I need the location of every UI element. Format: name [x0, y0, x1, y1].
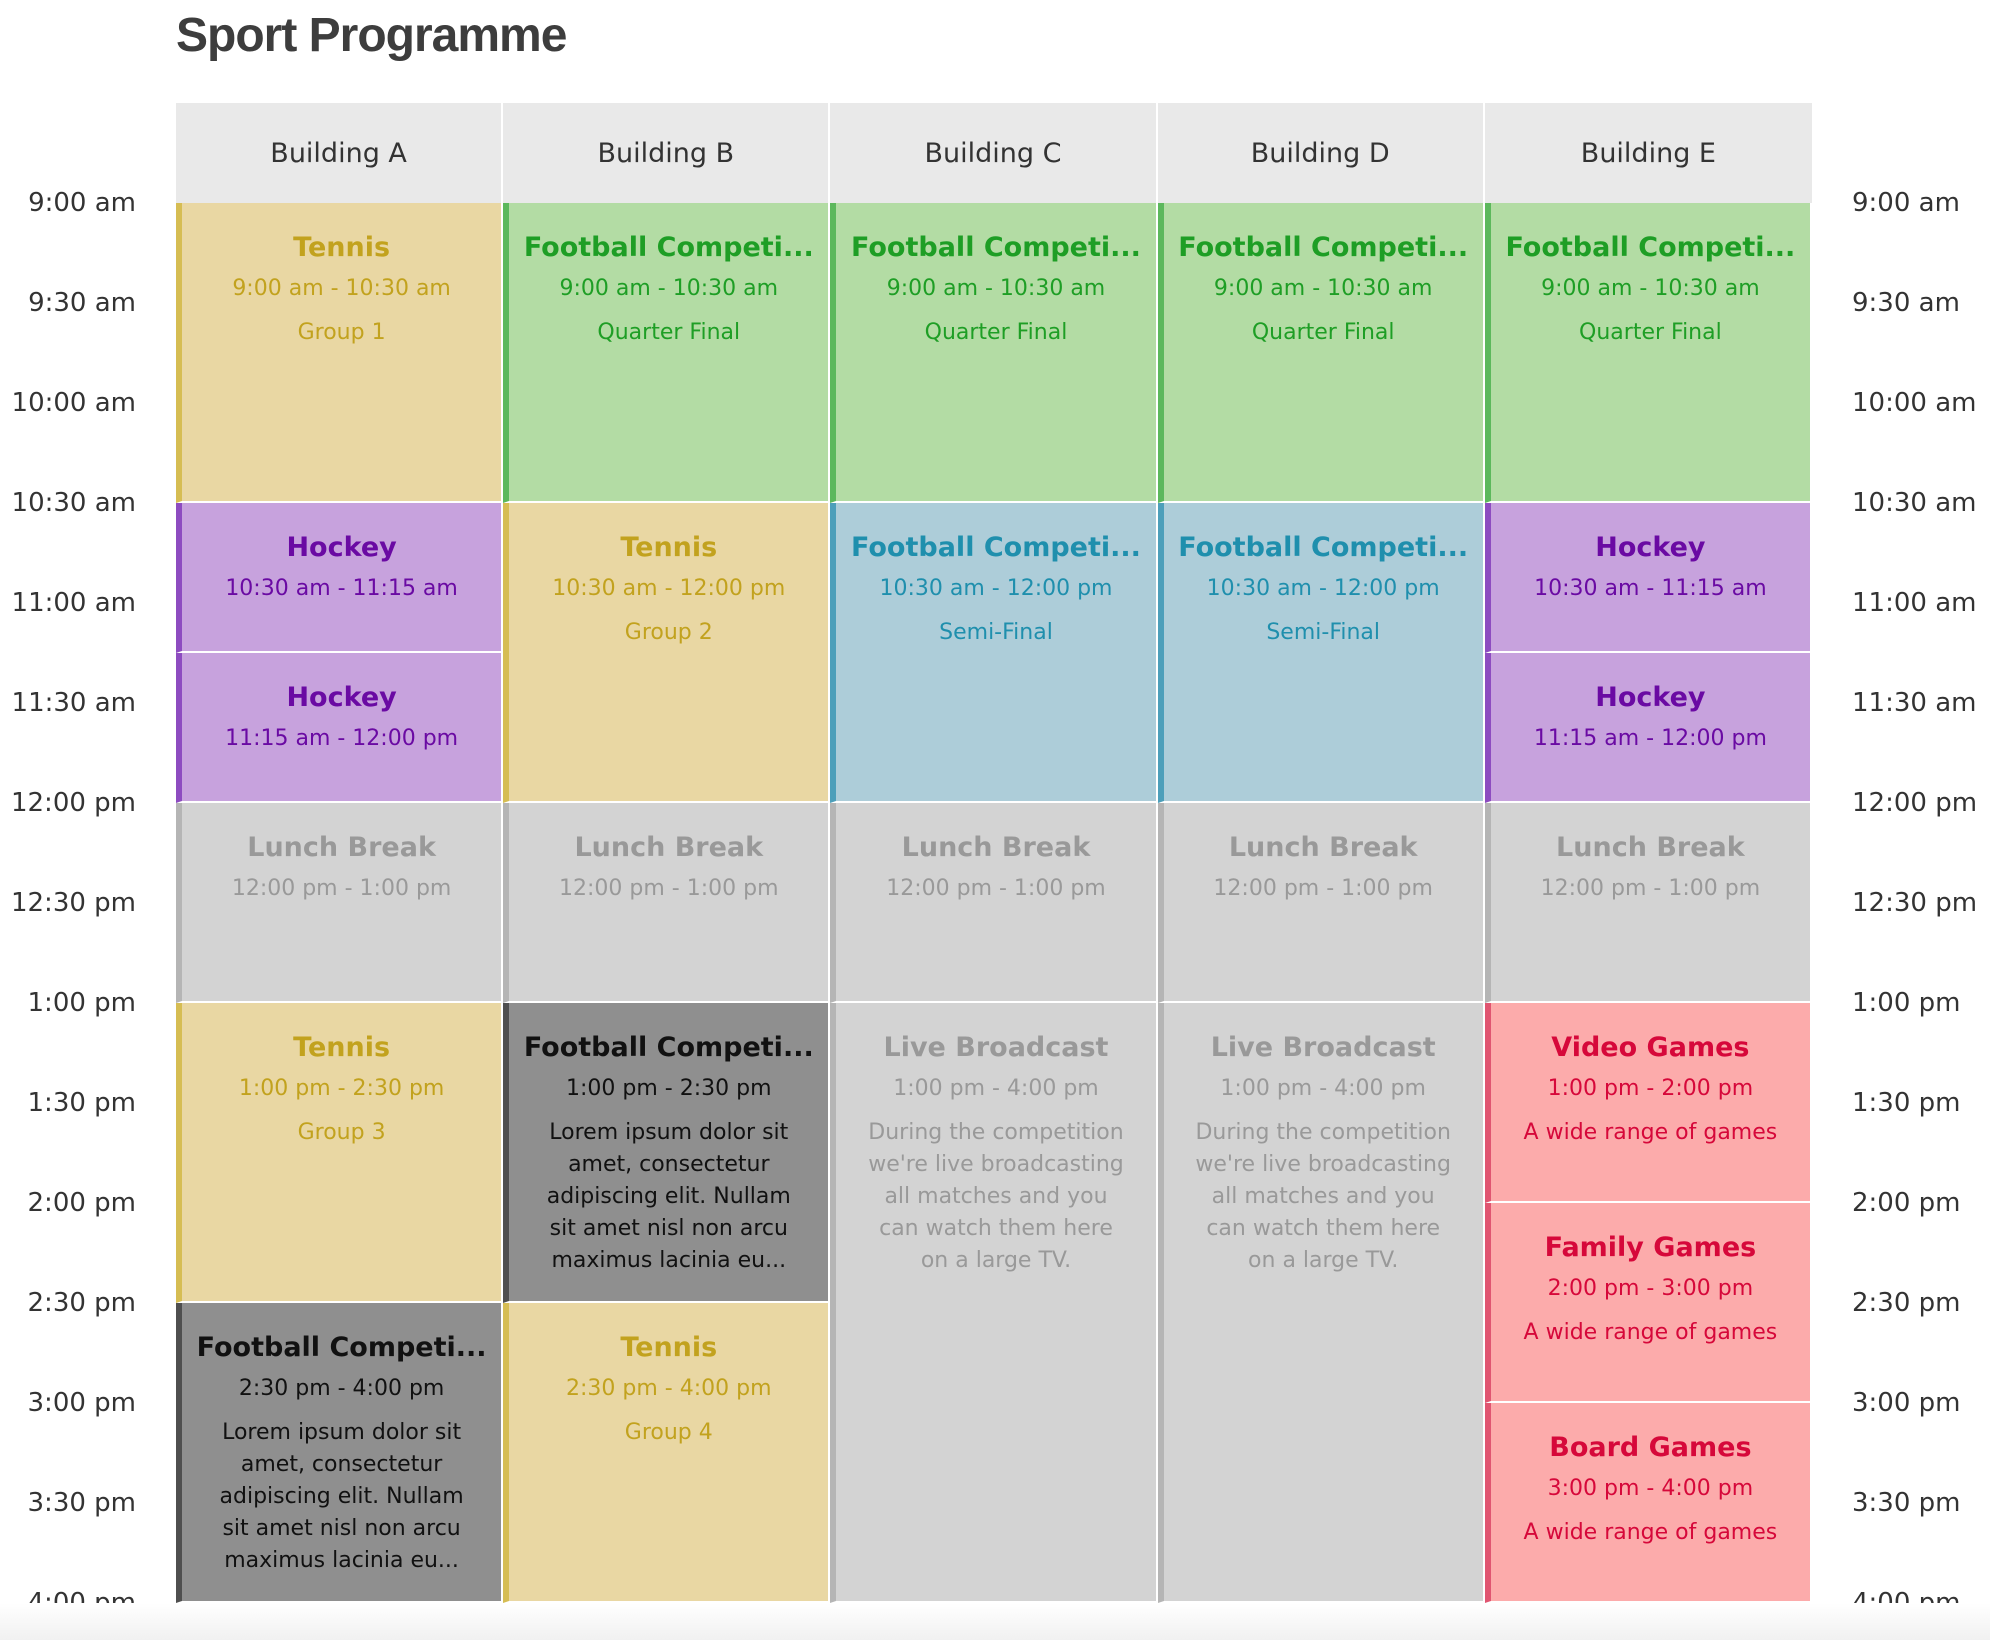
event-title: Football Competi... [851, 232, 1141, 263]
event-block[interactable] [1485, 803, 1812, 1003]
time-label-right: 12:30 pm [1852, 888, 1978, 918]
event-description: Group 4 [624, 1420, 713, 1445]
event-block[interactable] [830, 503, 1157, 803]
event-description: Quarter Final [924, 320, 1068, 345]
event-time: 9:00 am - 10:30 am [886, 276, 1106, 301]
event-description: Lorem ipsum dolor sit amet, consectetur adipiscing elit. Nullam sit amet nisl non arcu maximus lacinia eu... [546, 1120, 791, 1273]
column-header: Building C [830, 103, 1157, 203]
time-label-left: 9:00 am [28, 188, 136, 218]
event-time: 2:30 pm - 4:00 pm [566, 1376, 772, 1401]
event-title: Lunch Break [247, 832, 436, 863]
timeline-right [1812, 0, 1988, 1640]
event-description: A wide range of games [1523, 1120, 1778, 1145]
column-header: Building D [1158, 103, 1485, 203]
column-header-row [176, 103, 1812, 203]
time-label-right: 2:30 pm [1852, 1288, 1961, 1318]
time-label-right: 12:00 pm [1852, 788, 1978, 818]
bottom-edge [0, 1603, 1990, 1640]
event-time: 12:00 pm - 1:00 pm [231, 876, 452, 901]
event-title: Video Games [1551, 1032, 1750, 1063]
event-time: 11:15 am - 12:00 pm [1533, 726, 1767, 751]
event-description: A wide range of games [1523, 1520, 1778, 1545]
event-title: Hockey [286, 532, 397, 563]
time-label-left: 10:30 am [11, 488, 136, 518]
event-title: Lunch Break [1228, 832, 1418, 863]
timeline-left [0, 0, 176, 1640]
event-block[interactable] [176, 1303, 503, 1603]
event-time: 10:30 am - 11:15 am [1534, 576, 1767, 601]
event-block[interactable] [1485, 503, 1812, 653]
event-block[interactable] [176, 653, 503, 803]
time-label-right: 11:00 am [1852, 588, 1977, 618]
event-time: 1:00 pm - 2:30 pm [238, 1076, 445, 1101]
event-time: 12:00 pm - 1:00 pm [1540, 876, 1761, 901]
time-label-left: 12:00 pm [10, 788, 136, 818]
event-title: Football Competi... [523, 1032, 814, 1063]
event-block[interactable] [503, 503, 830, 803]
event-title: Tennis [293, 232, 391, 263]
event-time: 10:30 am - 11:15 am [225, 576, 458, 601]
event-block[interactable] [503, 203, 830, 503]
event-description: Semi-Final [1266, 620, 1381, 645]
event-description: During the competition we're live broadcasting all matches and you can watch them here on a large TV. [1195, 1120, 1451, 1273]
event-time: 2:00 pm - 3:00 pm [1547, 1276, 1754, 1301]
event-block[interactable] [1158, 1003, 1485, 1603]
time-label-right: 10:30 am [1852, 488, 1977, 518]
event-block[interactable] [503, 1303, 830, 1603]
event-time: 3:00 pm - 4:00 pm [1547, 1476, 1754, 1501]
event-time: 12:00 pm - 1:00 pm [886, 876, 1106, 901]
event-block[interactable] [176, 203, 503, 503]
event-title: Football Competi... [523, 232, 814, 263]
event-block[interactable] [830, 203, 1157, 503]
event-title: Football Competi... [1178, 532, 1469, 563]
column-header: Building E [1485, 103, 1812, 203]
event-title: Tennis [620, 532, 718, 563]
column-header: Building B [503, 103, 830, 203]
event-description: Group 3 [297, 1120, 386, 1145]
event-title: Hockey [286, 682, 397, 713]
event-title: Family Games [1544, 1232, 1757, 1263]
event-description: A wide range of games [1523, 1320, 1778, 1345]
event-block[interactable] [1485, 1403, 1812, 1603]
event-time: 12:00 pm - 1:00 pm [1213, 876, 1433, 901]
event-time: 1:00 pm - 2:00 pm [1547, 1076, 1754, 1101]
event-block[interactable] [1485, 653, 1812, 803]
event-title: Lunch Break [901, 832, 1091, 863]
event-title: Hockey [1595, 532, 1706, 563]
events-area [176, 203, 1812, 1603]
event-description: During the competition we're live broadcasting all matches and you can watch them here on a large TV. [868, 1120, 1124, 1273]
event-description: Quarter Final [597, 320, 741, 345]
event-block[interactable] [503, 1003, 830, 1303]
time-label-left: 11:30 am [11, 688, 136, 718]
event-description: Group 2 [624, 620, 713, 645]
time-label-right: 1:00 pm [1852, 988, 1961, 1018]
event-description: Quarter Final [1251, 320, 1395, 345]
event-time: 9:00 am - 10:30 am [559, 276, 779, 301]
event-time: 9:00 am - 10:30 am [1213, 276, 1433, 301]
event-time: 1:00 pm - 4:00 pm [893, 1076, 1099, 1101]
time-label-right: 3:30 pm [1852, 1488, 1961, 1518]
event-title: Football Competi... [1505, 232, 1796, 263]
event-time: 9:00 am - 10:30 am [1541, 276, 1760, 301]
event-title: Board Games [1549, 1432, 1752, 1463]
event-title: Football Competi... [1178, 232, 1469, 263]
time-label-right: 10:00 am [1852, 388, 1977, 418]
time-label-left: 1:30 pm [27, 1088, 136, 1118]
event-title: Tennis [620, 1332, 718, 1363]
event-description: Group 1 [297, 320, 386, 345]
event-block[interactable] [830, 1003, 1157, 1603]
time-label-right: 11:30 am [1852, 688, 1977, 718]
event-title: Tennis [293, 1032, 391, 1063]
event-description: Lorem ipsum dolor sit amet, consectetur adipiscing elit. Nullam sit amet nisl non arcu maximus lacinia eu... [219, 1420, 464, 1573]
event-title: Lunch Break [574, 832, 764, 863]
event-description: Quarter Final [1579, 320, 1722, 345]
event-time: 1:00 pm - 4:00 pm [1220, 1076, 1426, 1101]
time-label-left: 9:30 am [28, 288, 136, 318]
event-block[interactable] [1485, 1203, 1812, 1403]
time-label-right: 9:00 am [1852, 188, 1960, 218]
time-label-left: 1:00 pm [27, 988, 136, 1018]
time-label-left: 11:00 am [11, 588, 136, 618]
event-block[interactable] [176, 1003, 503, 1303]
event-title: Lunch Break [1556, 832, 1745, 863]
time-label-right: 2:00 pm [1852, 1188, 1961, 1218]
event-time: 12:00 pm - 1:00 pm [559, 876, 779, 901]
time-label-left: 10:00 am [11, 388, 136, 418]
column-header: Building A [176, 103, 503, 203]
event-title: Football Competi... [851, 532, 1141, 563]
event-description: Semi-Final [939, 620, 1053, 645]
event-time: 11:15 am - 12:00 pm [225, 726, 459, 751]
time-label-right: 9:30 am [1852, 288, 1960, 318]
event-block[interactable] [1485, 1003, 1812, 1203]
event-title: Live Broadcast [1210, 1032, 1436, 1063]
event-block[interactable] [503, 803, 830, 1003]
time-label-left: 3:30 pm [27, 1488, 136, 1518]
event-time: 10:30 am - 12:00 pm [1206, 576, 1440, 601]
event-time: 2:30 pm - 4:00 pm [238, 1376, 445, 1401]
schedule-grid [176, 103, 1812, 1603]
event-block[interactable] [176, 503, 503, 653]
event-block[interactable] [830, 803, 1157, 1003]
event-block[interactable] [1158, 803, 1485, 1003]
time-label-right: 3:00 pm [1852, 1388, 1961, 1418]
page-title: Sport Programme [176, 9, 567, 62]
event-title: Football Competi... [196, 1332, 487, 1363]
time-label-left: 12:30 pm [10, 888, 136, 918]
event-block[interactable] [1485, 203, 1812, 503]
event-time: 1:00 pm - 2:30 pm [566, 1076, 772, 1101]
time-label-right: 1:30 pm [1852, 1088, 1961, 1118]
event-time: 10:30 am - 12:00 pm [552, 576, 786, 601]
time-label-left: 3:00 pm [27, 1388, 136, 1418]
time-label-left: 2:30 pm [27, 1288, 136, 1318]
event-title: Live Broadcast [883, 1032, 1109, 1063]
time-label-left: 2:00 pm [27, 1188, 136, 1218]
event-time: 10:30 am - 12:00 pm [879, 576, 1113, 601]
event-block[interactable] [1158, 503, 1485, 803]
event-time: 9:00 am - 10:30 am [232, 276, 451, 301]
event-block[interactable] [176, 803, 503, 1003]
event-title: Hockey [1595, 682, 1706, 713]
event-block[interactable] [1158, 203, 1485, 503]
